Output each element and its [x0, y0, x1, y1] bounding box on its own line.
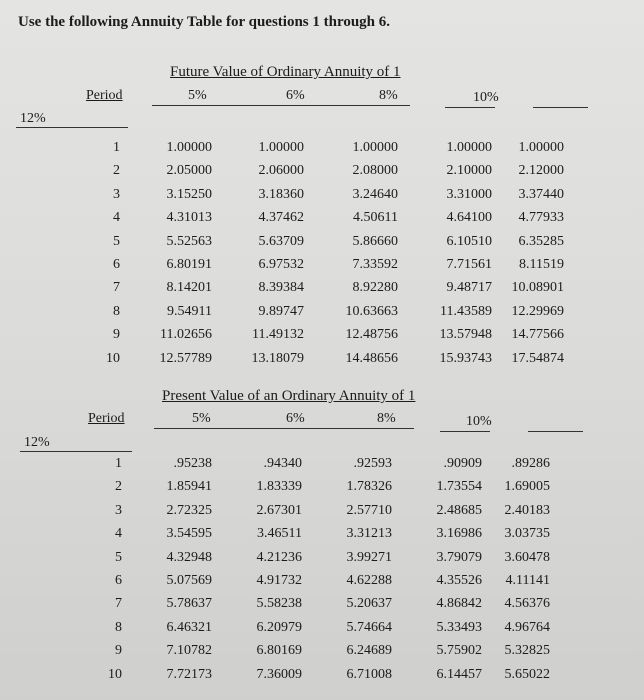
fv-rate-5: 5%: [188, 88, 207, 103]
fv-rate-6: 6%: [286, 88, 305, 103]
pv-column-5: .95238 1.85941 2.72325 3.54595 4.32948 5.07569 5.78637 6.46321 7.10782 7.72173: [166, 456, 212, 682]
fv-header-rule: [152, 105, 410, 106]
fv-column-5: 1.00000 2.05000 3.15250 4.31013 5.52563 6.80191 8.14201 9.54911 11.02656 12.57789: [159, 140, 212, 366]
fv-header-rule-10: [445, 107, 495, 108]
fv-rate-12: 12%: [20, 111, 46, 126]
pv-header-rule-12: [528, 431, 583, 432]
pv-rate-5: 5%: [192, 411, 211, 426]
pv-rate-8: 8%: [377, 411, 396, 426]
fv-column-6: 1.00000 2.06000 3.18360 4.37462 5.63709 6.97532 8.39384 9.89747 11.49132 13.18079: [251, 140, 304, 366]
pv-period-column: 1 2 3 4 5 6 7 8 9 10: [108, 456, 122, 682]
fv-column-8: 1.00000 2.08000 3.24640 4.50611 5.86660 7.33592 8.92280 10.63663 12.48756 14.48656: [345, 140, 398, 366]
instruction-text: Use the following Annuity Table for questions 1 through 6.: [18, 14, 391, 30]
pv-period-header: Period: [88, 411, 125, 426]
fv-column-12: 1.00000 2.12000 3.37440 4.77933 6.35285 8.11519 10.08901 12.29969 14.77566 17.54874: [511, 140, 564, 366]
pv-rate-12: 12%: [24, 435, 50, 450]
pv-column-10: .90909 1.73554 2.48685 3.16986 3.79079 4.35526 4.86842 5.33493 5.75902 6.14457: [436, 456, 482, 682]
pv-column-12: .89286 1.69005 2.40183 3.03735 3.60478 4.11141 4.56376 4.96764 5.32825 5.65022: [504, 456, 550, 682]
fv-rate-10: 10%: [473, 90, 499, 105]
fv-title: Future Value of Ordinary Annuity of 1: [170, 64, 401, 80]
pv-rate-10: 10%: [466, 414, 492, 429]
fv-column-10: 1.00000 2.10000 3.31000 4.64100 6.10510 7.71561 9.48717 11.43589 13.57948 15.93743: [439, 140, 492, 366]
pv-header-rule-10: [440, 431, 490, 432]
fv-period-column: 1 2 3 4 5 6 7 8 9 10: [106, 140, 120, 366]
pv-title: Present Value of an Ordinary Annuity of 1: [162, 388, 416, 404]
pv-column-6: .94340 1.83339 2.67301 3.46511 4.21236 4.91732 5.58238 6.20979 6.80169 7.36009: [256, 456, 302, 682]
fv-period-header: Period: [86, 88, 123, 103]
pv-rate-6: 6%: [286, 411, 305, 426]
fv-period-rule: [16, 127, 128, 128]
pv-header-rule: [154, 428, 414, 429]
pv-column-8: .92593 1.78326 2.57710 3.31213 3.99271 4.62288 5.20637 5.74664 6.24689 6.71008: [346, 456, 392, 682]
fv-header-rule-12: [533, 107, 588, 108]
fv-rate-8: 8%: [379, 88, 398, 103]
